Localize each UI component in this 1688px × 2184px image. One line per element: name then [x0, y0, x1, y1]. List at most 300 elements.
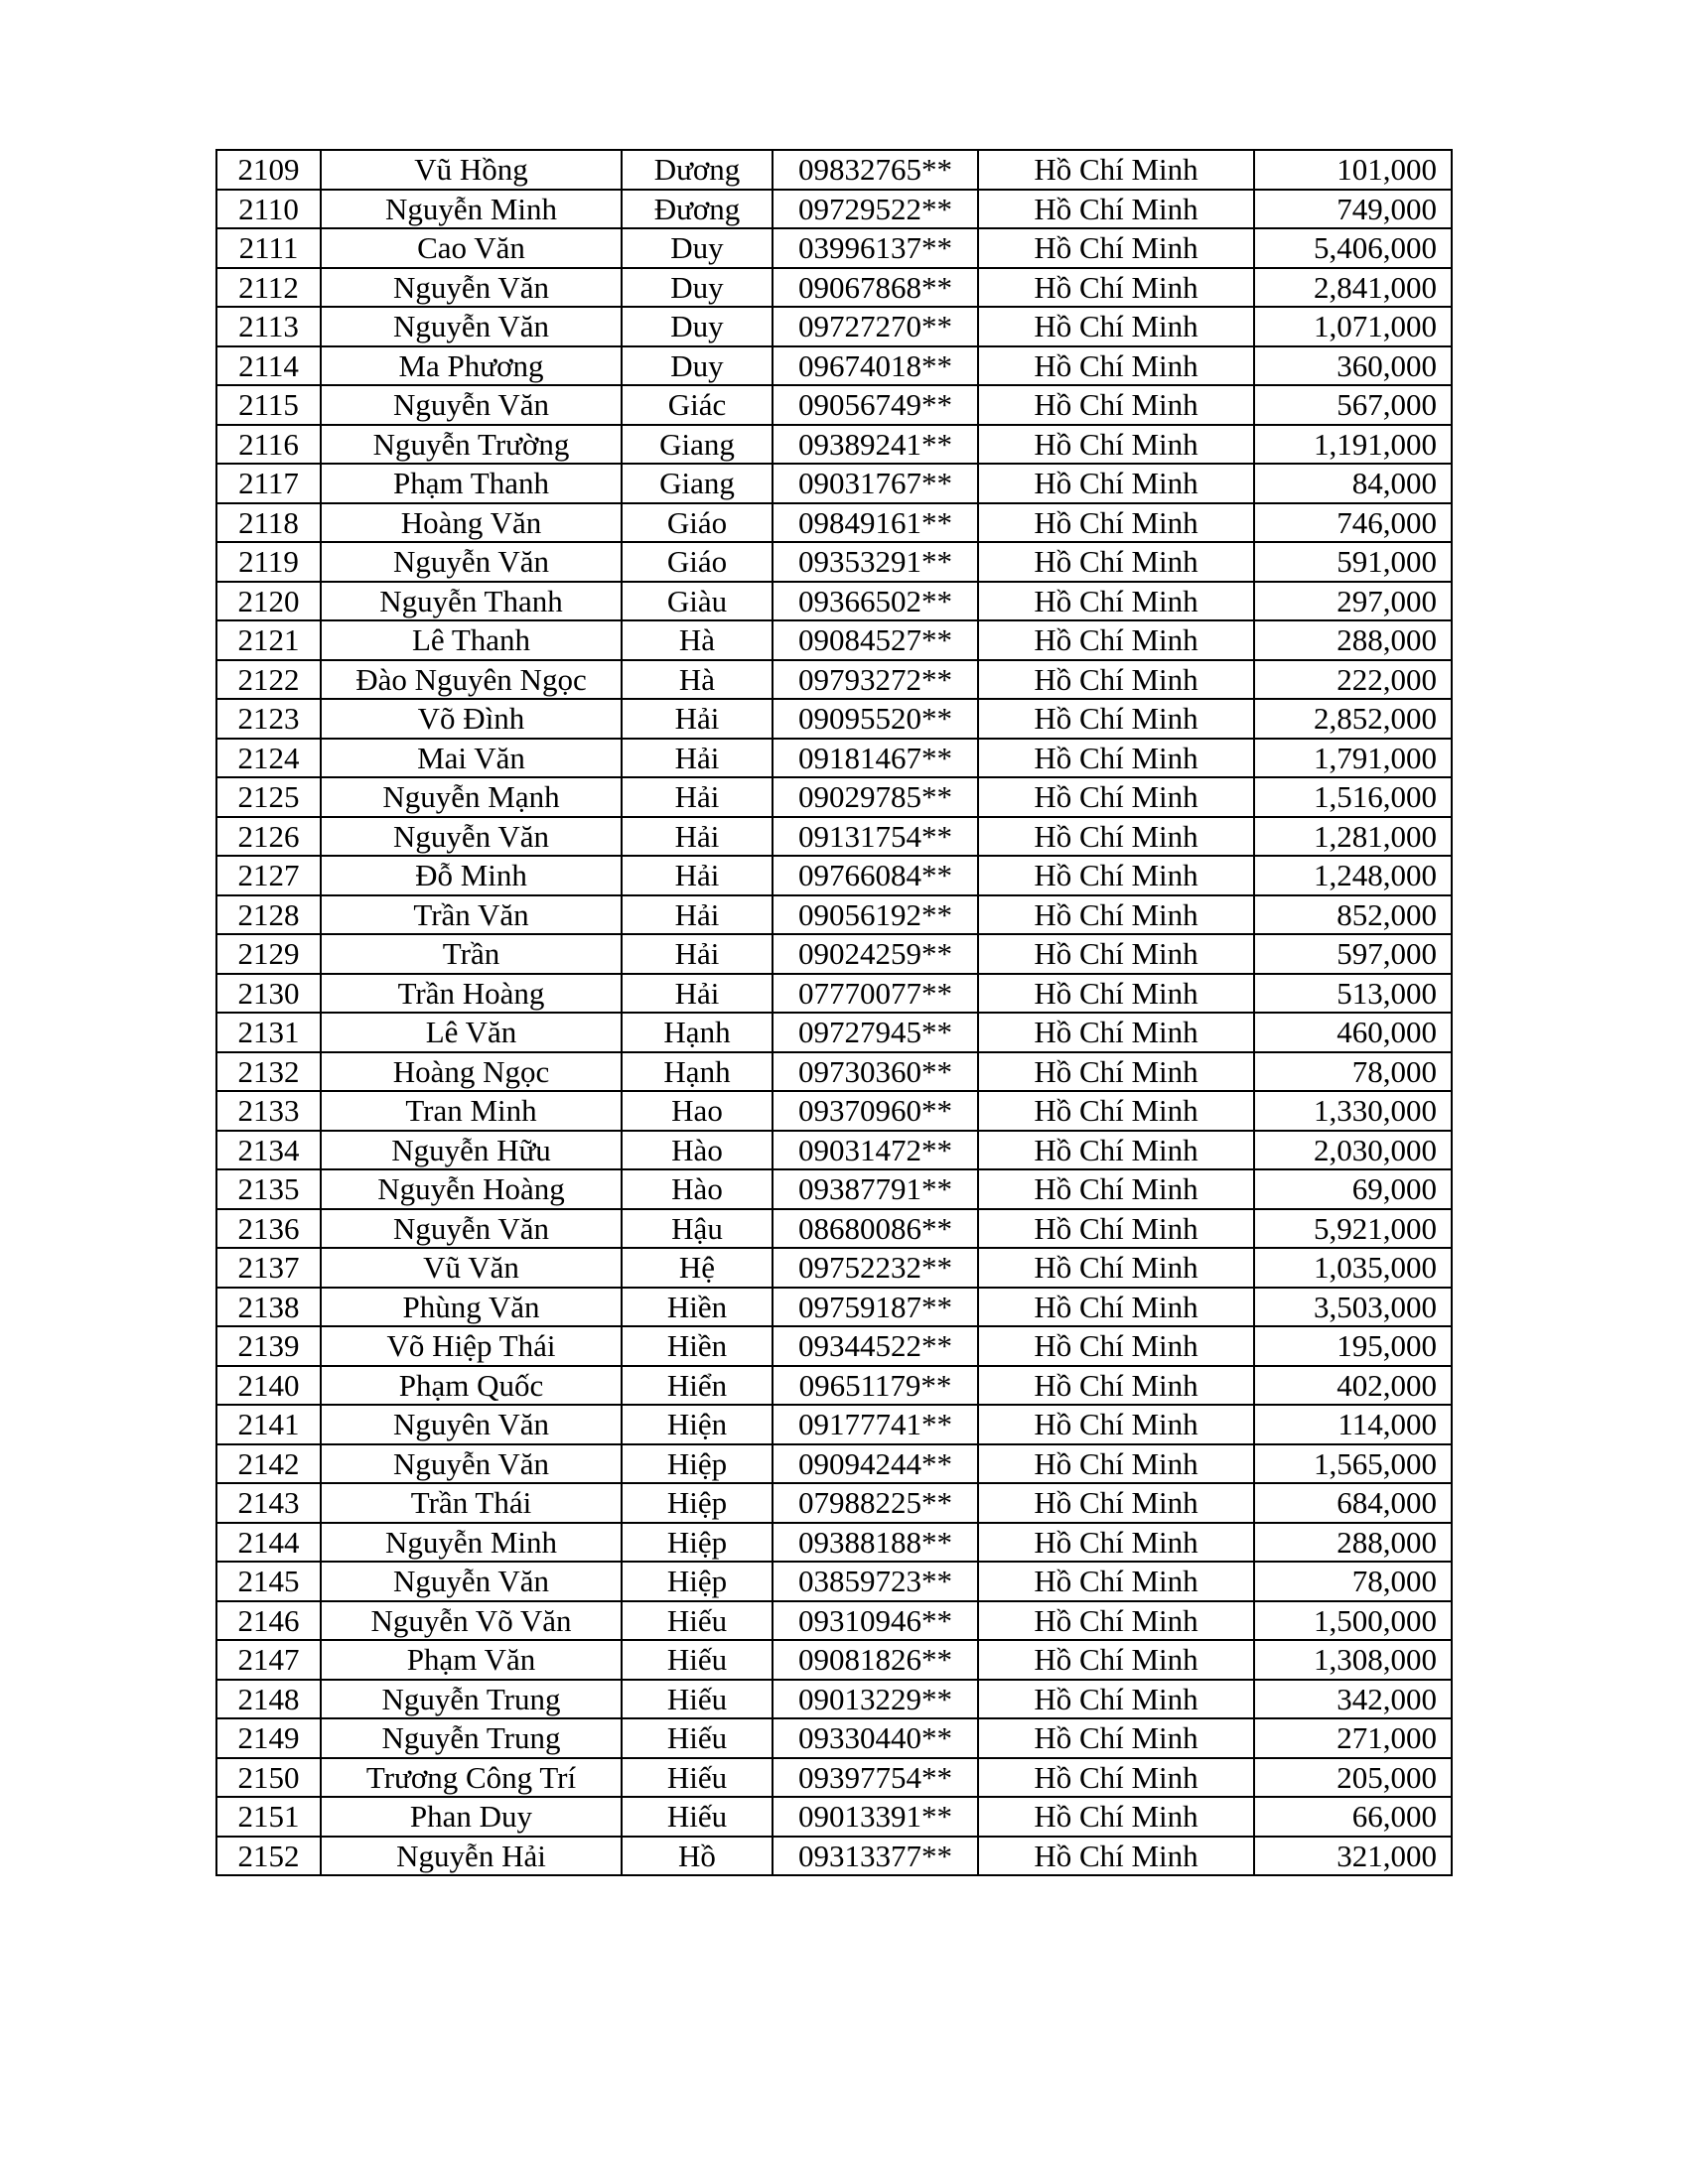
city-cell: Hồ Chí Minh: [978, 1601, 1254, 1641]
given-name-cell: Giáo: [622, 542, 773, 582]
row-number: 2152: [216, 1837, 321, 1876]
surname-cell: Nguyễn Trung: [321, 1718, 622, 1758]
given-name-cell: Hạnh: [622, 1052, 773, 1092]
table-row: [216, 1444, 1452, 1484]
surname-cell: Phan Duy: [321, 1797, 622, 1837]
row-number: 2142: [216, 1444, 321, 1484]
phone-cell: 09013229**: [773, 1680, 978, 1719]
city-cell: Hồ Chí Minh: [978, 1640, 1254, 1680]
city-cell: Hồ Chí Minh: [978, 228, 1254, 268]
given-name-cell: Hậu: [622, 1209, 773, 1249]
amount-cell: 513,000: [1254, 974, 1452, 1014]
city-cell: Hồ Chí Minh: [978, 1091, 1254, 1131]
amount-cell: 2,852,000: [1254, 699, 1452, 739]
table-row: [216, 1758, 1452, 1798]
phone-cell: 07770077**: [773, 974, 978, 1014]
row-number: 2131: [216, 1013, 321, 1052]
city-cell: Hồ Chí Minh: [978, 1562, 1254, 1601]
phone-cell: 09651179**: [773, 1366, 978, 1406]
given-name-cell: Hiếu: [622, 1640, 773, 1680]
table-row: [216, 268, 1452, 308]
row-number: 2147: [216, 1640, 321, 1680]
city-cell: Hồ Chí Minh: [978, 1797, 1254, 1837]
given-name-cell: Hiếu: [622, 1718, 773, 1758]
row-number: 2139: [216, 1326, 321, 1366]
amount-cell: 402,000: [1254, 1366, 1452, 1406]
row-number: 2144: [216, 1523, 321, 1563]
row-number: 2125: [216, 777, 321, 817]
table-row: [216, 1288, 1452, 1327]
amount-cell: 460,000: [1254, 1013, 1452, 1052]
table-row: [216, 1718, 1452, 1758]
city-cell: Hồ Chí Minh: [978, 385, 1254, 425]
amount-cell: 66,000: [1254, 1797, 1452, 1837]
row-number: 2137: [216, 1248, 321, 1288]
table-row: [216, 1091, 1452, 1131]
city-cell: Hồ Chí Minh: [978, 1052, 1254, 1092]
phone-cell: 09094244**: [773, 1444, 978, 1484]
row-number: 2111: [216, 228, 321, 268]
row-number: 2143: [216, 1483, 321, 1523]
phone-cell: 09793272**: [773, 660, 978, 700]
surname-cell: Hoàng Ngọc: [321, 1052, 622, 1092]
given-name-cell: Dương: [622, 150, 773, 190]
surname-cell: Nguyễn Văn: [321, 1562, 622, 1601]
amount-cell: 746,000: [1254, 503, 1452, 543]
phone-cell: 03996137**: [773, 228, 978, 268]
surname-cell: Trần Thái: [321, 1483, 622, 1523]
phone-cell: 09084527**: [773, 620, 978, 660]
row-number: 2115: [216, 385, 321, 425]
table-row: [216, 1326, 1452, 1366]
row-number: 2112: [216, 268, 321, 308]
amount-cell: 195,000: [1254, 1326, 1452, 1366]
row-number: 2145: [216, 1562, 321, 1601]
amount-cell: 3,503,000: [1254, 1288, 1452, 1327]
table-row: [216, 1601, 1452, 1641]
city-cell: Hồ Chí Minh: [978, 1209, 1254, 1249]
surname-cell: Vũ Văn: [321, 1248, 622, 1288]
city-cell: Hồ Chí Minh: [978, 934, 1254, 974]
phone-cell: 09766084**: [773, 856, 978, 895]
table-row: [216, 817, 1452, 857]
given-name-cell: Giang: [622, 425, 773, 465]
phone-cell: 09344522**: [773, 1326, 978, 1366]
surname-cell: Lê Thanh: [321, 620, 622, 660]
table-row: [216, 1013, 1452, 1052]
table-row: [216, 1248, 1452, 1288]
phone-cell: 09310946**: [773, 1601, 978, 1641]
row-number: 2118: [216, 503, 321, 543]
table-row: [216, 856, 1452, 895]
table-row: [216, 1483, 1452, 1523]
table-row: [216, 228, 1452, 268]
city-cell: Hồ Chí Minh: [978, 503, 1254, 543]
city-cell: Hồ Chí Minh: [978, 1366, 1254, 1406]
amount-cell: 288,000: [1254, 1523, 1452, 1563]
given-name-cell: Hà: [622, 620, 773, 660]
phone-cell: 09031472**: [773, 1131, 978, 1170]
surname-cell: Đỗ Minh: [321, 856, 622, 895]
given-name-cell: Hải: [622, 856, 773, 895]
city-cell: Hồ Chí Minh: [978, 150, 1254, 190]
city-cell: Hồ Chí Minh: [978, 1013, 1254, 1052]
given-name-cell: Hiền: [622, 1288, 773, 1327]
row-number: 2146: [216, 1601, 321, 1641]
row-number: 2109: [216, 150, 321, 190]
given-name-cell: Hiếu: [622, 1758, 773, 1798]
amount-cell: 1,500,000: [1254, 1601, 1452, 1641]
city-cell: Hồ Chí Minh: [978, 777, 1254, 817]
surname-cell: Nguyễn Hải: [321, 1837, 622, 1876]
amount-cell: 321,000: [1254, 1837, 1452, 1876]
table-row: [216, 425, 1452, 465]
table-row: [216, 1169, 1452, 1209]
surname-cell: Nguyễn Văn: [321, 542, 622, 582]
table-row: [216, 620, 1452, 660]
given-name-cell: Hiền: [622, 1326, 773, 1366]
given-name-cell: Giàu: [622, 582, 773, 621]
phone-cell: 09397754**: [773, 1758, 978, 1798]
surname-cell: Lê Văn: [321, 1013, 622, 1052]
city-cell: Hồ Chí Minh: [978, 1680, 1254, 1719]
phone-cell: 09752232**: [773, 1248, 978, 1288]
city-cell: Hồ Chí Minh: [978, 1718, 1254, 1758]
row-number: 2114: [216, 346, 321, 386]
phone-cell: 09067868**: [773, 268, 978, 308]
surname-cell: Phạm Văn: [321, 1640, 622, 1680]
city-cell: Hồ Chí Minh: [978, 1248, 1254, 1288]
given-name-cell: Hiếu: [622, 1680, 773, 1719]
row-number: 2140: [216, 1366, 321, 1406]
amount-cell: 1,308,000: [1254, 1640, 1452, 1680]
amount-cell: 1,191,000: [1254, 425, 1452, 465]
city-cell: Hồ Chí Minh: [978, 660, 1254, 700]
surname-cell: Ma Phương: [321, 346, 622, 386]
table-row: [216, 1680, 1452, 1719]
given-name-cell: Hạnh: [622, 1013, 773, 1052]
table-row: [216, 699, 1452, 739]
table-row: [216, 385, 1452, 425]
surname-cell: Nguyễn Minh: [321, 1523, 622, 1563]
amount-cell: 2,841,000: [1254, 268, 1452, 308]
amount-cell: 5,406,000: [1254, 228, 1452, 268]
city-cell: Hồ Chí Minh: [978, 817, 1254, 857]
amount-cell: 1,330,000: [1254, 1091, 1452, 1131]
row-number: 2151: [216, 1797, 321, 1837]
table-row: [216, 190, 1452, 229]
given-name-cell: Hiện: [622, 1405, 773, 1444]
city-cell: Hồ Chí Minh: [978, 307, 1254, 346]
phone-cell: 09727270**: [773, 307, 978, 346]
given-name-cell: Hào: [622, 1169, 773, 1209]
given-name-cell: Duy: [622, 307, 773, 346]
amount-cell: 749,000: [1254, 190, 1452, 229]
surname-cell: Phạm Quốc: [321, 1366, 622, 1406]
city-cell: Hồ Chí Minh: [978, 542, 1254, 582]
city-cell: Hồ Chí Minh: [978, 464, 1254, 503]
amount-cell: 78,000: [1254, 1562, 1452, 1601]
amount-cell: 288,000: [1254, 620, 1452, 660]
row-number: 2128: [216, 895, 321, 935]
table-row: [216, 1640, 1452, 1680]
city-cell: Hồ Chí Minh: [978, 346, 1254, 386]
row-number: 2129: [216, 934, 321, 974]
amount-cell: 78,000: [1254, 1052, 1452, 1092]
surname-cell: Nguyễn Mạnh: [321, 777, 622, 817]
surname-cell: Trương Công Trí: [321, 1758, 622, 1798]
surname-cell: Mai Văn: [321, 739, 622, 778]
given-name-cell: Hiệp: [622, 1483, 773, 1523]
table-row: [216, 895, 1452, 935]
records-table-body: [216, 150, 1452, 1875]
amount-cell: 1,565,000: [1254, 1444, 1452, 1484]
phone-cell: 09759187**: [773, 1288, 978, 1327]
table-row: [216, 1052, 1452, 1092]
city-cell: Hồ Chí Minh: [978, 582, 1254, 621]
row-number: 2130: [216, 974, 321, 1014]
amount-cell: 1,248,000: [1254, 856, 1452, 895]
given-name-cell: Duy: [622, 268, 773, 308]
amount-cell: 297,000: [1254, 582, 1452, 621]
surname-cell: Nguyễn Thanh: [321, 582, 622, 621]
city-cell: Hồ Chí Minh: [978, 1288, 1254, 1327]
given-name-cell: Hải: [622, 974, 773, 1014]
given-name-cell: Hải: [622, 817, 773, 857]
phone-cell: 09674018**: [773, 346, 978, 386]
row-number: 2120: [216, 582, 321, 621]
surname-cell: Cao Văn: [321, 228, 622, 268]
given-name-cell: Duy: [622, 228, 773, 268]
city-cell: Hồ Chí Minh: [978, 974, 1254, 1014]
table-row: [216, 739, 1452, 778]
surname-cell: Phùng Văn: [321, 1288, 622, 1327]
amount-cell: 852,000: [1254, 895, 1452, 935]
given-name-cell: Duy: [622, 346, 773, 386]
phone-cell: 09313377**: [773, 1837, 978, 1876]
amount-cell: 205,000: [1254, 1758, 1452, 1798]
surname-cell: Hoàng Văn: [321, 503, 622, 543]
phone-cell: 09730360**: [773, 1052, 978, 1092]
surname-cell: Đào Nguyên Ngọc: [321, 660, 622, 700]
amount-cell: 1,071,000: [1254, 307, 1452, 346]
phone-cell: 09370960**: [773, 1091, 978, 1131]
surname-cell: Nguyễn Văn: [321, 307, 622, 346]
given-name-cell: Hiếu: [622, 1601, 773, 1641]
given-name-cell: Hải: [622, 934, 773, 974]
amount-cell: 1,281,000: [1254, 817, 1452, 857]
row-number: 2138: [216, 1288, 321, 1327]
given-name-cell: Hải: [622, 895, 773, 935]
phone-cell: 09181467**: [773, 739, 978, 778]
phone-cell: 09024259**: [773, 934, 978, 974]
row-number: 2132: [216, 1052, 321, 1092]
phone-cell: 09013391**: [773, 1797, 978, 1837]
given-name-cell: Hiển: [622, 1366, 773, 1406]
table-row: [216, 1837, 1452, 1876]
surname-cell: Nguyễn Võ Văn: [321, 1601, 622, 1641]
row-number: 2113: [216, 307, 321, 346]
given-name-cell: Giáo: [622, 503, 773, 543]
phone-cell: 09095520**: [773, 699, 978, 739]
row-number: 2127: [216, 856, 321, 895]
surname-cell: Trần Hoàng: [321, 974, 622, 1014]
table-row: [216, 542, 1452, 582]
row-number: 2124: [216, 739, 321, 778]
table-row: [216, 660, 1452, 700]
surname-cell: Trần Văn: [321, 895, 622, 935]
phone-cell: 09081826**: [773, 1640, 978, 1680]
table-row: [216, 464, 1452, 503]
table-row: [216, 1523, 1452, 1563]
amount-cell: 84,000: [1254, 464, 1452, 503]
phone-cell: 09056749**: [773, 385, 978, 425]
row-number: 2136: [216, 1209, 321, 1249]
city-cell: Hồ Chí Minh: [978, 1405, 1254, 1444]
amount-cell: 591,000: [1254, 542, 1452, 582]
phone-cell: 03859723**: [773, 1562, 978, 1601]
table-row: [216, 582, 1452, 621]
amount-cell: 360,000: [1254, 346, 1452, 386]
amount-cell: 222,000: [1254, 660, 1452, 700]
surname-cell: Vũ Hồng: [321, 150, 622, 190]
phone-cell: 09353291**: [773, 542, 978, 582]
surname-cell: Nguyễn Văn: [321, 1444, 622, 1484]
given-name-cell: Đương: [622, 190, 773, 229]
surname-cell: Nguyễn Hữu: [321, 1131, 622, 1170]
given-name-cell: Hào: [622, 1131, 773, 1170]
given-name-cell: Hiệp: [622, 1444, 773, 1484]
given-name-cell: Hiệp: [622, 1523, 773, 1563]
row-number: 2119: [216, 542, 321, 582]
amount-cell: 69,000: [1254, 1169, 1452, 1209]
surname-cell: Phạm Thanh: [321, 464, 622, 503]
given-name-cell: Hệ: [622, 1248, 773, 1288]
city-cell: Hồ Chí Minh: [978, 1758, 1254, 1798]
phone-cell: 09388188**: [773, 1523, 978, 1563]
row-number: 2134: [216, 1131, 321, 1170]
row-number: 2122: [216, 660, 321, 700]
phone-cell: 09056192**: [773, 895, 978, 935]
row-number: 2117: [216, 464, 321, 503]
table-row: [216, 974, 1452, 1014]
amount-cell: 5,921,000: [1254, 1209, 1452, 1249]
amount-cell: 1,035,000: [1254, 1248, 1452, 1288]
table-row: [216, 1131, 1452, 1170]
amount-cell: 101,000: [1254, 150, 1452, 190]
city-cell: Hồ Chí Minh: [978, 1169, 1254, 1209]
surname-cell: Nguyễn Văn: [321, 817, 622, 857]
city-cell: Hồ Chí Minh: [978, 895, 1254, 935]
city-cell: Hồ Chí Minh: [978, 739, 1254, 778]
row-number: 2116: [216, 425, 321, 465]
table-row: [216, 307, 1452, 346]
city-cell: Hồ Chí Minh: [978, 1837, 1254, 1876]
given-name-cell: Hồ: [622, 1837, 773, 1876]
city-cell: Hồ Chí Minh: [978, 620, 1254, 660]
amount-cell: 114,000: [1254, 1405, 1452, 1444]
phone-cell: 09849161**: [773, 503, 978, 543]
given-name-cell: Hải: [622, 777, 773, 817]
city-cell: Hồ Chí Minh: [978, 425, 1254, 465]
given-name-cell: Hải: [622, 699, 773, 739]
surname-cell: Nguyễn Trung: [321, 1680, 622, 1719]
city-cell: Hồ Chí Minh: [978, 1523, 1254, 1563]
amount-cell: 684,000: [1254, 1483, 1452, 1523]
given-name-cell: Giác: [622, 385, 773, 425]
row-number: 2135: [216, 1169, 321, 1209]
phone-cell: 09366502**: [773, 582, 978, 621]
phone-cell: 09832765**: [773, 150, 978, 190]
table-row: [216, 150, 1452, 190]
phone-cell: 09389241**: [773, 425, 978, 465]
table-row: [216, 1562, 1452, 1601]
amount-cell: 342,000: [1254, 1680, 1452, 1719]
records-table: [215, 149, 1453, 1876]
row-number: 2141: [216, 1405, 321, 1444]
city-cell: Hồ Chí Minh: [978, 699, 1254, 739]
amount-cell: 1,516,000: [1254, 777, 1452, 817]
phone-cell: 09387791**: [773, 1169, 978, 1209]
surname-cell: Nguyễn Văn: [321, 385, 622, 425]
surname-cell: Tran Minh: [321, 1091, 622, 1131]
phone-cell: 09031767**: [773, 464, 978, 503]
amount-cell: 1,791,000: [1254, 739, 1452, 778]
table-row: [216, 346, 1452, 386]
amount-cell: 567,000: [1254, 385, 1452, 425]
given-name-cell: Giang: [622, 464, 773, 503]
phone-cell: 09330440**: [773, 1718, 978, 1758]
row-number: 2150: [216, 1758, 321, 1798]
city-cell: Hồ Chí Minh: [978, 1444, 1254, 1484]
amount-cell: 2,030,000: [1254, 1131, 1452, 1170]
row-number: 2148: [216, 1680, 321, 1719]
given-name-cell: Hải: [622, 739, 773, 778]
row-number: 2133: [216, 1091, 321, 1131]
phone-cell: 09177741**: [773, 1405, 978, 1444]
row-number: 2126: [216, 817, 321, 857]
phone-cell: 07988225**: [773, 1483, 978, 1523]
surname-cell: Nguyễn Minh: [321, 190, 622, 229]
row-number: 2110: [216, 190, 321, 229]
table-row: [216, 1366, 1452, 1406]
given-name-cell: Hiếu: [622, 1797, 773, 1837]
city-cell: Hồ Chí Minh: [978, 1483, 1254, 1523]
amount-cell: 597,000: [1254, 934, 1452, 974]
phone-cell: 09727945**: [773, 1013, 978, 1052]
city-cell: Hồ Chí Minh: [978, 1326, 1254, 1366]
table-row: [216, 1797, 1452, 1837]
phone-cell: 09131754**: [773, 817, 978, 857]
surname-cell: Nguyễn Văn: [321, 268, 622, 308]
given-name-cell: Hiệp: [622, 1562, 773, 1601]
city-cell: Hồ Chí Minh: [978, 856, 1254, 895]
row-number: 2149: [216, 1718, 321, 1758]
given-name-cell: Hà: [622, 660, 773, 700]
table-row: [216, 777, 1452, 817]
phone-cell: 09729522**: [773, 190, 978, 229]
city-cell: Hồ Chí Minh: [978, 268, 1254, 308]
table-row: [216, 1209, 1452, 1249]
surname-cell: Võ Đình: [321, 699, 622, 739]
city-cell: Hồ Chí Minh: [978, 190, 1254, 229]
surname-cell: Trần: [321, 934, 622, 974]
surname-cell: Nguyễn Trường: [321, 425, 622, 465]
city-cell: Hồ Chí Minh: [978, 1131, 1254, 1170]
surname-cell: Nguyễn Văn: [321, 1209, 622, 1249]
surname-cell: Võ Hiệp Thái: [321, 1326, 622, 1366]
surname-cell: Nguyễn Hoàng: [321, 1169, 622, 1209]
